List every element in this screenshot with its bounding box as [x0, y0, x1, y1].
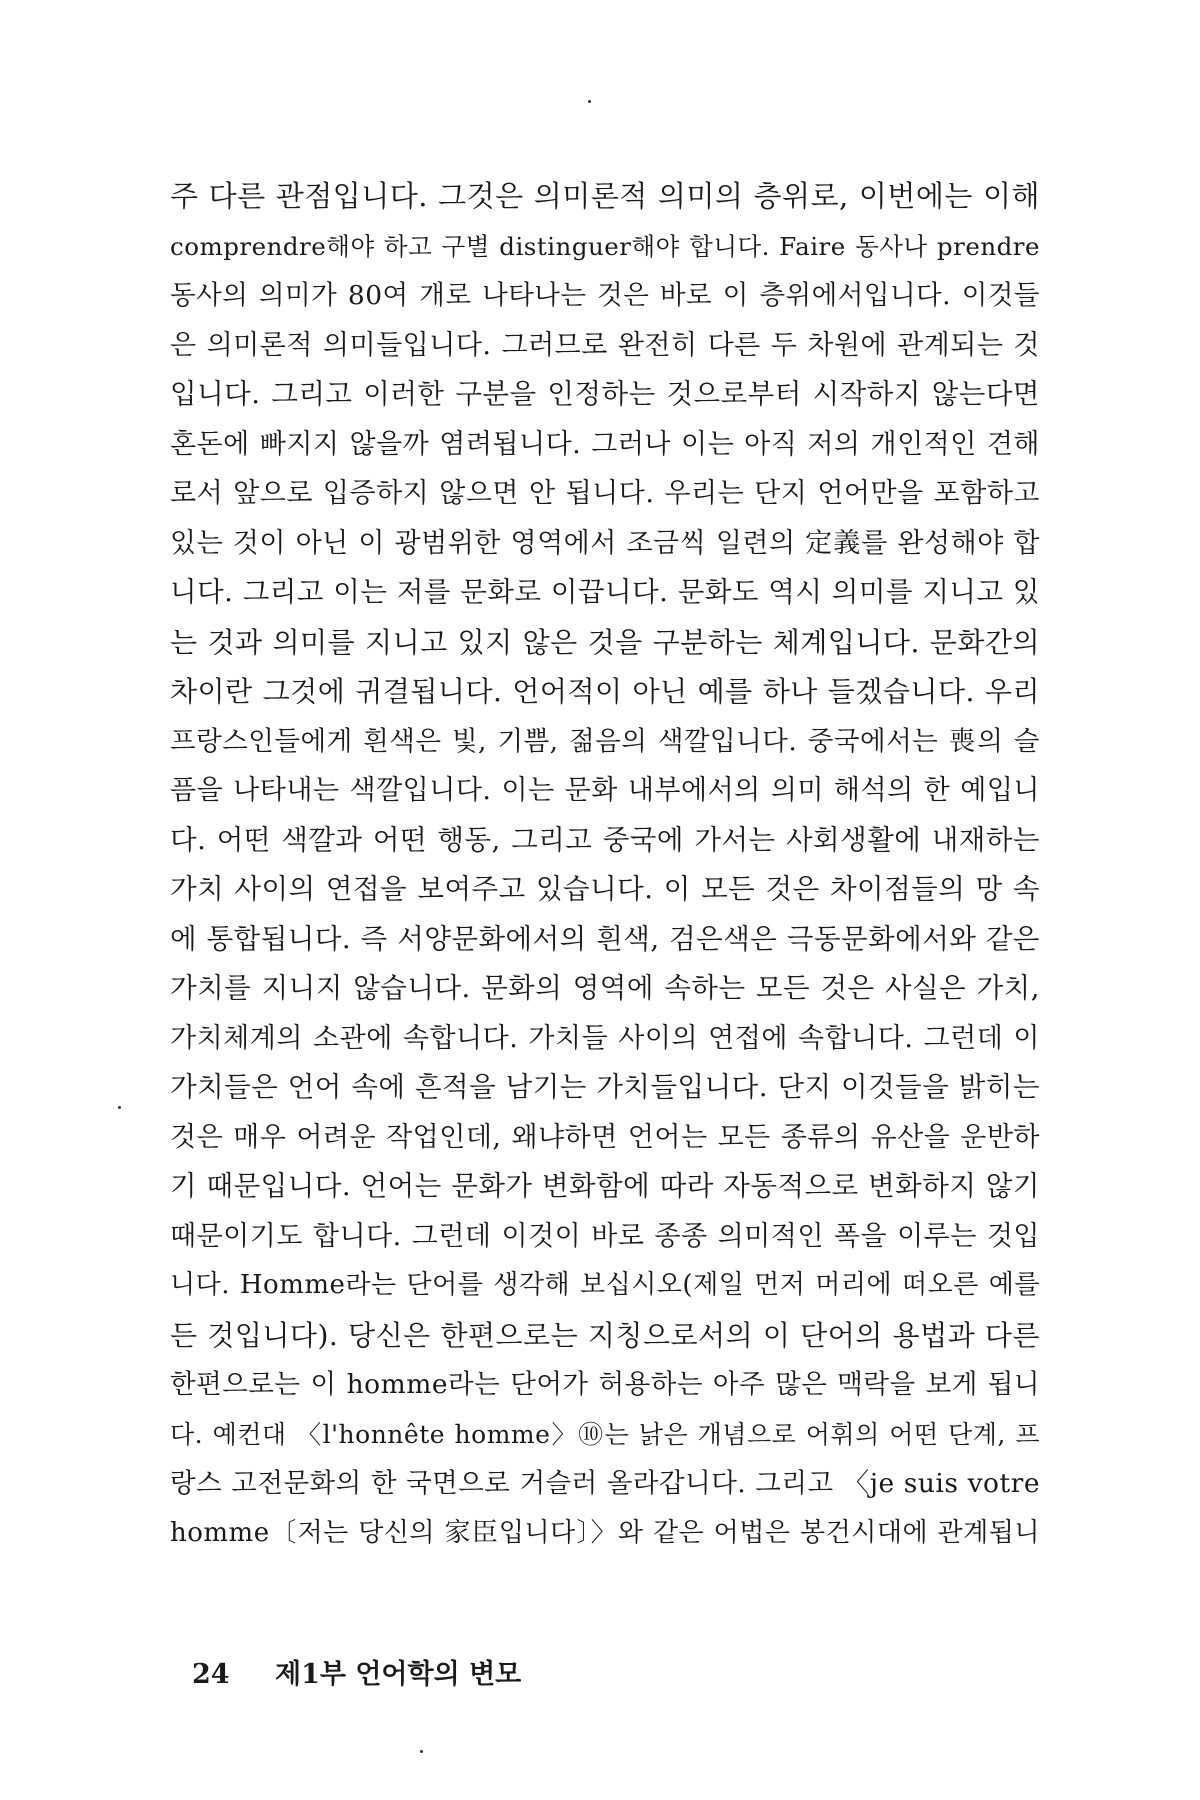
text-line: 주 다른 관점입니다. 그것은 의미론적 의미의 층위로, 이번에는 이해 — [170, 179, 1040, 213]
text-line: 니다. Homme라는 단어를 생각해 보십시오(제일 먼저 머리에 떠오른 예를 — [170, 1270, 1040, 1300]
scan-speck — [588, 100, 591, 103]
body-text — [170, 172, 1040, 1558]
scan-speck — [118, 1106, 121, 1109]
text-line: 프랑스인들에게 흰색은 빛, 기쁨, 젊음의 색깔입니다. 중국에서는 喪의 슬 — [170, 725, 1040, 757]
text-line: 에 통합됩니다. 즉 서양문화에서의 흰색, 검은색은 극동문화에서와 같은 — [170, 922, 1040, 955]
text-line: 가치를 지니지 않습니다. 문화의 영역에 속하는 모든 것은 사실은 가치, — [170, 972, 1040, 1004]
text-line: 로서 앞으로 입증하지 않으면 안 됩니다. 우리는 단지 언어만을 포함하고 — [170, 478, 1040, 509]
text-line: 동사의 의미가 80여 개로 나타나는 것은 바로 이 층위에서입니다. 이것들 — [170, 280, 1040, 311]
text-line: 니다. 그리고 이는 저를 문화로 이끕니다. 문화도 역시 의미를 지니고 있 — [170, 576, 1040, 608]
running-title: 제1부 언어학의 변모 — [274, 1659, 522, 1690]
text-line: 것은 매우 어려운 작업인데, 왜냐하면 언어는 모든 종류의 유산을 운반하 — [170, 1121, 1040, 1153]
text-line: 다. 어떤 색깔과 어떤 행동, 그리고 중국에 가서는 사회생활에 내재하는 — [170, 823, 1040, 856]
text-line: 때문이기도 합니다. 그런데 이것이 바로 종종 의미적인 폭을 이루는 것입 — [170, 1220, 1040, 1252]
text-line: 기 때문입니다. 언어는 문화가 변화함에 따라 자동적으로 변화하지 않기 — [170, 1170, 1040, 1202]
text-line: 랑스 고전문화의 한 국면으로 거슬러 올라갑니다. 그리고 〈je suis votre — [170, 1468, 1040, 1499]
text-line: 있는 것이 아닌 이 광범위한 영역에서 조금씩 일련의 定義를 완성해야 합 — [170, 527, 1040, 559]
text-line: 혼돈에 빠지지 않을까 염려됩니다. 그러나 이는 아직 저의 개인적인 견해 — [170, 428, 1040, 460]
text-line: 은 의미론적 의미들입니다. 그러므로 완전히 다른 두 차원에 관계되는 것 — [170, 329, 1040, 361]
text-line: 다. 예컨대 〈l'honnête homme〉⑩는 낡은 개념으로 어휘의 어떤 단계, 프 — [170, 1419, 1040, 1449]
text-line: 가치체계의 소관에 속합니다. 가치들 사이의 연접에 속합니다. 그런데 이 — [170, 1022, 1040, 1054]
text-line: comprendre해야 하고 구별 distinguer해야 합니다. Faire 동사나 prendre — [170, 231, 1040, 261]
text-line: homme〔저는 당신의 家臣입니다〕〉와 같은 어법은 봉건시대에 관계됩니 — [170, 1517, 1040, 1548]
text-line: 가치들은 언어 속에 흔적을 남기는 가치들입니다. 단지 이것들을 밝히는 — [170, 1071, 1040, 1103]
text-line: 는 것과 의미를 지니고 있지 않은 것을 구분하는 체계입니다. 문화간의 — [170, 625, 1040, 659]
text-line: 든 것입니다). 당신은 한편으로는 지칭으로서의 이 단어의 용법과 다른 — [170, 1318, 1040, 1352]
page-number: 24 — [192, 1659, 230, 1690]
text-line: 가치 사이의 연접을 보여주고 있습니다. 이 모든 것은 차이점들의 망 속 — [170, 873, 1040, 905]
text-line: 입니다. 그리고 이러한 구분을 인정하는 것으로부터 시작하지 않는다면 — [170, 378, 1040, 410]
scan-speck — [420, 1750, 423, 1753]
text-line: 픔을 나타내는 색깔입니다. 이는 문화 내부에서의 의미 해석의 한 예입니 — [170, 775, 1040, 806]
page-footer — [192, 1652, 521, 1691]
text-line: 차이란 그것에 귀결됩니다. 언어적이 아닌 예를 하나 들겠습니다. 우리 — [170, 675, 1040, 708]
text-line: 한편으로는 이 homme라는 단어가 허용하는 아주 많은 맥락을 보게 됩니 — [170, 1369, 1040, 1400]
